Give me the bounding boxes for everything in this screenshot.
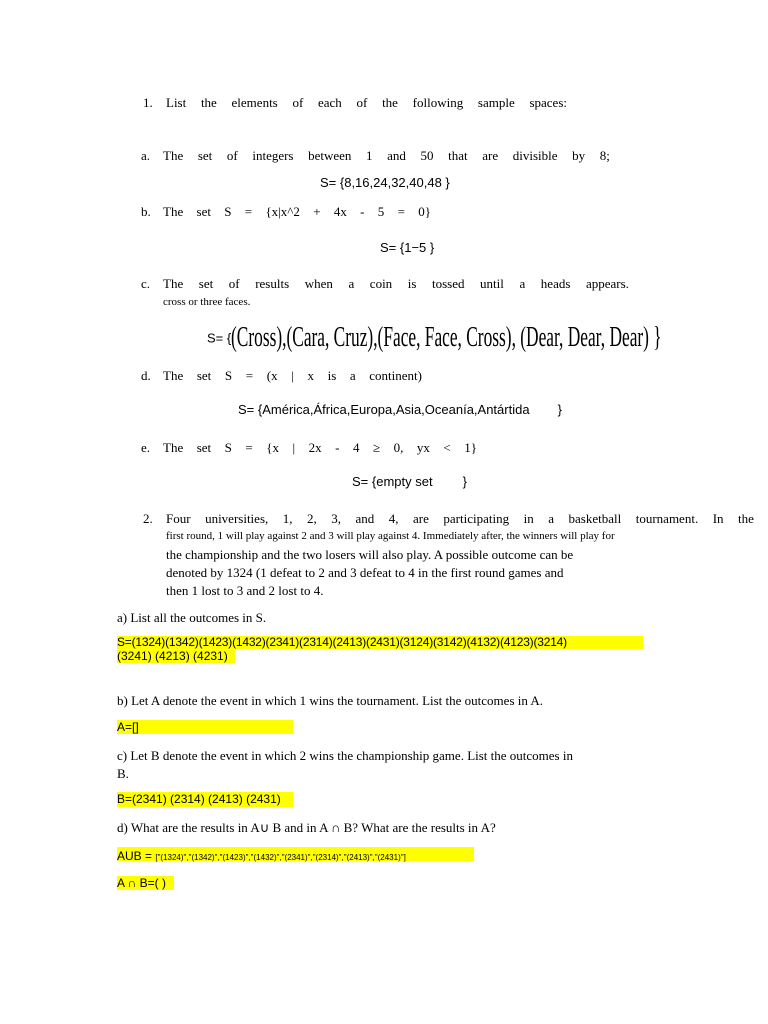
word: | bbox=[292, 440, 296, 455]
part-d-question: d) What are the results in A∪ B and in A ∩ B? What are the results in A? bbox=[117, 820, 496, 835]
q2-line1 bbox=[166, 511, 754, 527]
q1a-answer: S= {8,16,24,32,40,48 } bbox=[320, 175, 450, 190]
word: and bbox=[355, 511, 375, 526]
word: between bbox=[308, 148, 352, 163]
word: the bbox=[200, 95, 217, 110]
word: a bbox=[548, 511, 555, 526]
word: The bbox=[163, 204, 184, 219]
word: integers bbox=[252, 148, 294, 163]
word: of bbox=[292, 95, 304, 110]
word: set bbox=[198, 276, 214, 291]
word: coin bbox=[369, 276, 393, 291]
q1b-letter: b. bbox=[141, 204, 151, 219]
q1e-answer-close: } bbox=[462, 474, 467, 489]
word: 2, bbox=[307, 511, 317, 526]
word: S bbox=[224, 204, 232, 219]
q1e-answer bbox=[352, 474, 467, 490]
word: sample bbox=[477, 95, 515, 110]
word: of bbox=[356, 95, 368, 110]
q1c-answer-prefix: S= { bbox=[207, 330, 232, 346]
word: appears. bbox=[585, 276, 629, 291]
q1d-answer bbox=[238, 402, 562, 418]
word: = bbox=[397, 204, 405, 219]
q1c-answer-body: (Cross),(Cara, Cruz),(Face, Face, Cross), (Dear, Dear, Dear) } bbox=[231, 322, 662, 353]
word: 4 bbox=[352, 440, 360, 455]
q1c-statement bbox=[163, 276, 629, 292]
word: x bbox=[307, 368, 314, 383]
word: set bbox=[196, 368, 212, 383]
word: following bbox=[412, 95, 464, 110]
q1c-note: cross or three faces. bbox=[163, 296, 251, 308]
q1d-answer-text: S= {América,África,Europa,Asia,Oceanía,Antártida bbox=[238, 402, 530, 417]
part-b-question: b) Let A denote the event in which 1 wins the tournament. List the outcomes in A. bbox=[117, 693, 544, 708]
word: 50 bbox=[420, 148, 434, 163]
word: In bbox=[712, 511, 724, 526]
word: tournament. bbox=[635, 511, 699, 526]
word: heads bbox=[540, 276, 571, 291]
part-a-question: a) List all the outcomes in S. bbox=[117, 610, 267, 625]
word: spaces: bbox=[529, 95, 567, 110]
part-c-question-line2: B. bbox=[117, 766, 129, 781]
part-d-answer2: A ∩ B=( ) bbox=[117, 876, 166, 890]
q1c-letter: c. bbox=[141, 276, 151, 291]
word: The bbox=[163, 276, 184, 291]
q1b-statement bbox=[163, 204, 431, 220]
word: yx bbox=[416, 440, 430, 455]
part-b-answer: A=[] bbox=[117, 720, 139, 734]
part-d-answer1-value: ["(1324)","(1342)","(1423)","(1432)","(2341)","(2314)","(2413)","(2431)"] bbox=[155, 853, 406, 862]
word: The bbox=[163, 440, 184, 455]
word: 8; bbox=[599, 148, 610, 163]
word: + bbox=[313, 204, 321, 219]
q2-line2: first round, 1 will play against 2 and 3 will play against 4. Immediately after, the winners will play for bbox=[166, 530, 615, 542]
word: the bbox=[738, 511, 754, 526]
q1e-statement bbox=[163, 440, 477, 456]
word: universities, bbox=[205, 511, 269, 526]
q1d-statement bbox=[163, 368, 422, 384]
q2-line4: denoted by 1324 (1 defeat to 2 and 3 defeat to 4 in the first round games and bbox=[166, 565, 564, 580]
word: 4, bbox=[388, 511, 399, 526]
q1-prompt bbox=[166, 95, 567, 111]
word: = bbox=[245, 368, 254, 383]
word: S bbox=[224, 440, 232, 455]
word: {x|x^2 bbox=[265, 204, 300, 219]
word: 2x bbox=[308, 440, 322, 455]
word: of bbox=[228, 276, 240, 291]
word: set bbox=[197, 148, 213, 163]
word: < bbox=[443, 440, 451, 455]
word: 0} bbox=[418, 204, 431, 219]
q1b-answer: S= {1−5 } bbox=[380, 240, 435, 255]
word: each bbox=[318, 95, 342, 110]
word: 4x bbox=[333, 204, 347, 219]
word: results bbox=[255, 276, 290, 291]
word: by bbox=[572, 148, 586, 163]
word: = bbox=[244, 204, 253, 219]
part-c-question-line1: c) Let B denote the event in which 2 wins the championship game. List the outcomes in bbox=[117, 748, 573, 763]
word: a bbox=[349, 368, 356, 383]
part-d-answer1 bbox=[117, 847, 406, 865]
word: = bbox=[245, 440, 253, 455]
word: The bbox=[163, 368, 184, 383]
q1d-answer-close: } bbox=[557, 402, 562, 417]
word: is bbox=[407, 276, 417, 291]
word: List bbox=[166, 95, 187, 110]
word: 3, bbox=[331, 511, 341, 526]
part-a-answer-line1: S=(1324)(1342)(1423)(1432)(2341)(2314)(2413)(2431)(3124)(3142)(4132)(4123)(3214) bbox=[117, 635, 567, 649]
word: in bbox=[523, 511, 534, 526]
word: participating bbox=[443, 511, 510, 526]
word: continent) bbox=[369, 368, 422, 383]
word: and bbox=[387, 148, 406, 163]
word: divisible bbox=[512, 148, 558, 163]
word: ≥ bbox=[372, 440, 381, 455]
word: 1} bbox=[464, 440, 477, 455]
word: - bbox=[335, 440, 340, 455]
word: a bbox=[519, 276, 526, 291]
word: The bbox=[163, 148, 184, 163]
q1e-letter: e. bbox=[141, 440, 151, 455]
word: set bbox=[196, 204, 211, 219]
q1a-statement bbox=[163, 148, 610, 164]
word: until bbox=[480, 276, 504, 291]
word: Four bbox=[166, 511, 191, 526]
q2-number: 2. bbox=[143, 511, 153, 526]
word: - bbox=[360, 204, 365, 219]
part-a-answer-line2: (3241) (4213) (4231) bbox=[117, 649, 228, 663]
word: 1, bbox=[282, 511, 293, 526]
part-d-answer1-label: AUB = bbox=[117, 849, 156, 863]
word: set bbox=[196, 440, 212, 455]
word: of bbox=[226, 148, 238, 163]
part-c-answer: B=(2341) (2314) (2413) (2431) bbox=[117, 792, 281, 806]
word: when bbox=[304, 276, 333, 291]
part-b-highlight bbox=[117, 720, 293, 734]
word: {x bbox=[266, 440, 279, 455]
word: elements bbox=[231, 95, 278, 110]
q2-line5: then 1 lost to 3 and 2 lost to 4. bbox=[166, 583, 324, 598]
word: S bbox=[224, 368, 233, 383]
word: is bbox=[327, 368, 337, 383]
word: the bbox=[382, 95, 398, 110]
word: are bbox=[482, 148, 499, 163]
q1-number: 1. bbox=[143, 95, 153, 110]
word: 1 bbox=[366, 148, 373, 163]
word: (x bbox=[266, 368, 278, 383]
word: a bbox=[348, 276, 355, 291]
word: are bbox=[413, 511, 429, 526]
q1e-answer-text: S= {empty set bbox=[352, 474, 433, 489]
word: tossed bbox=[431, 276, 465, 291]
word: | bbox=[291, 368, 294, 383]
q2-line3: the championship and the two losers will also play. A possible outcome can be bbox=[166, 547, 574, 562]
q1c-answer bbox=[207, 322, 768, 362]
word: 5 bbox=[377, 204, 385, 219]
q1a-letter: a. bbox=[141, 148, 151, 163]
word: 0, bbox=[393, 440, 404, 455]
word: that bbox=[448, 148, 468, 163]
word: basketball bbox=[568, 511, 622, 526]
q1d-letter: d. bbox=[141, 368, 151, 383]
